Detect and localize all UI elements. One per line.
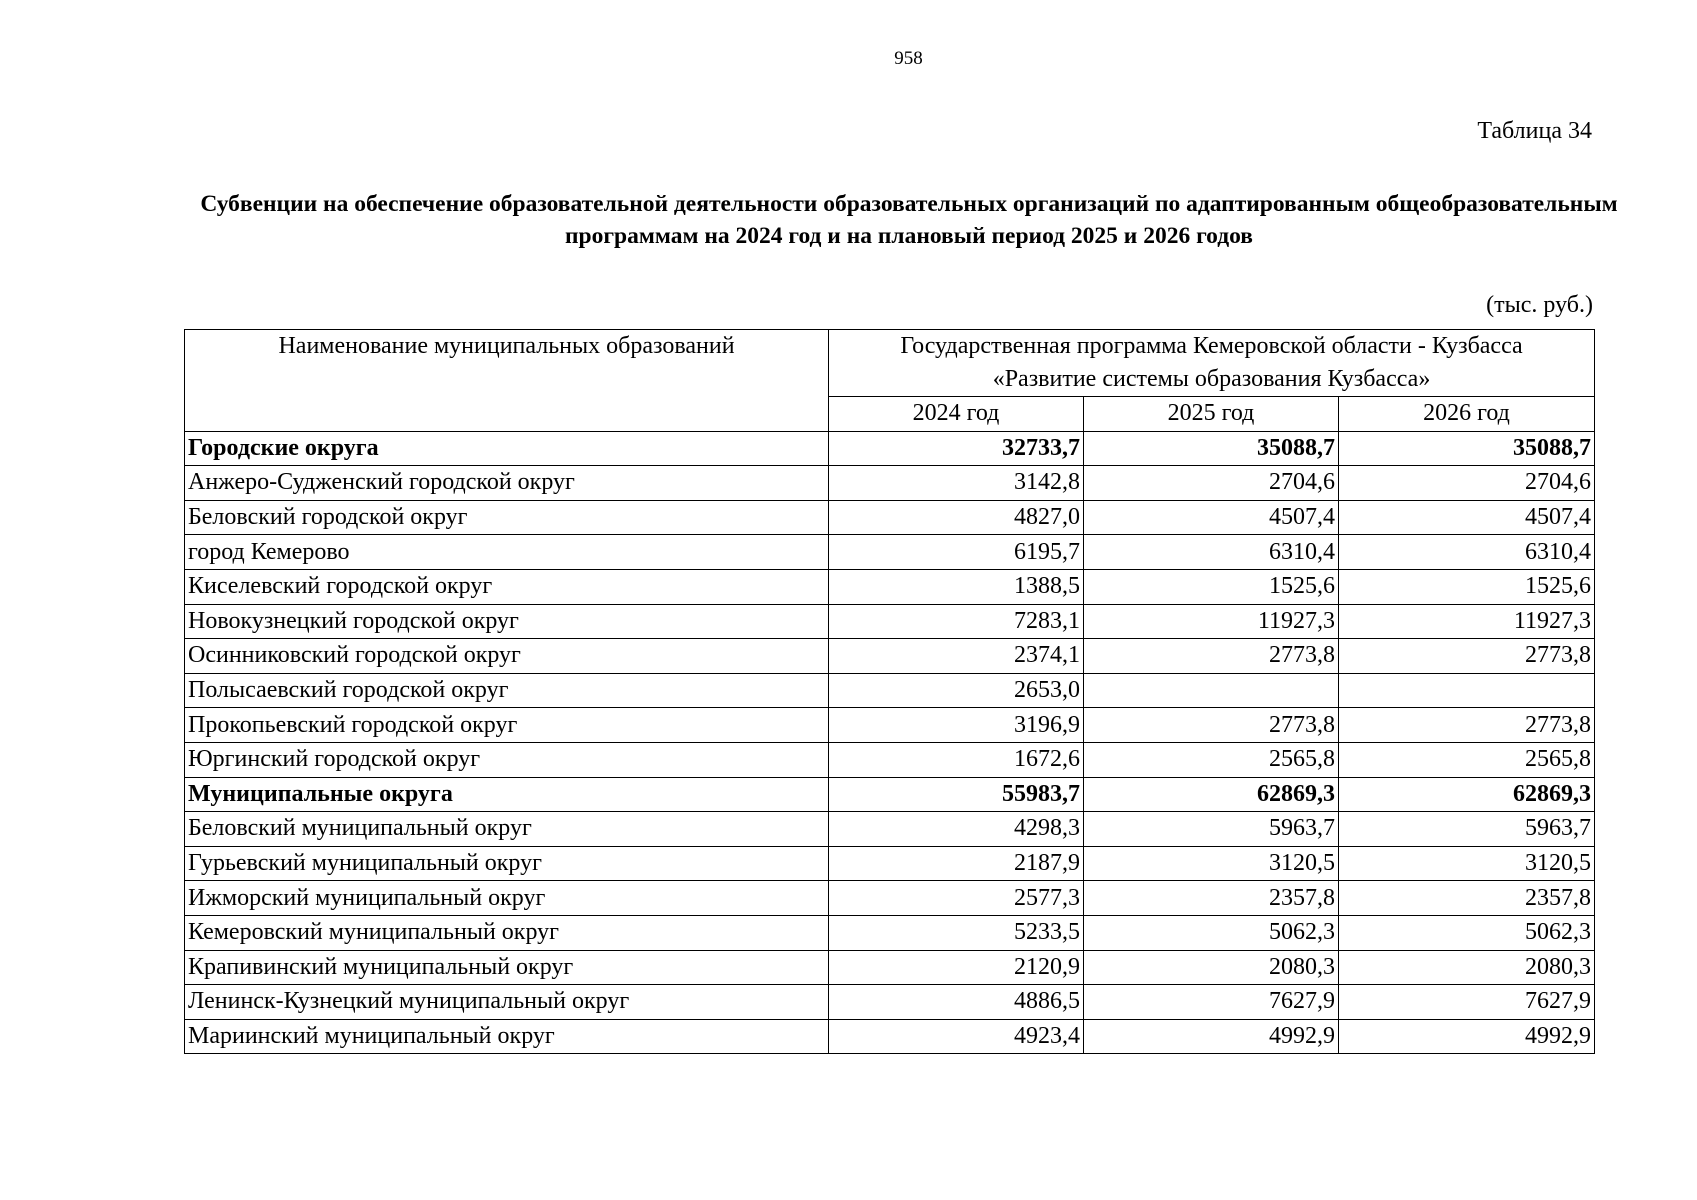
value-2024-cell: 5233,5 <box>829 915 1084 950</box>
value-2025-cell: 6310,4 <box>1084 535 1339 570</box>
value-2026-cell: 2357,8 <box>1339 881 1595 916</box>
value-2025-cell: 2773,8 <box>1084 708 1339 743</box>
table-row <box>185 742 1595 777</box>
value-2024-cell: 4923,4 <box>829 1019 1084 1054</box>
row-name-cell: Осинниковский городской округ <box>185 639 829 674</box>
table-row <box>185 950 1595 985</box>
value-2026-cell: 6310,4 <box>1339 535 1595 570</box>
row-name-cell: Крапивинский муниципальный округ <box>185 950 829 985</box>
table-row <box>185 639 1595 674</box>
value-2026-cell: 4507,4 <box>1339 500 1595 535</box>
value-2026-cell: 2773,8 <box>1339 708 1595 743</box>
value-2025-cell: 2565,8 <box>1084 742 1339 777</box>
value-2024-cell: 6195,7 <box>829 535 1084 570</box>
value-2024-cell: 1388,5 <box>829 569 1084 604</box>
value-2026-cell: 2704,6 <box>1339 466 1595 501</box>
table-body <box>185 431 1595 1054</box>
header-program <box>829 330 1595 397</box>
row-name-cell: Новокузнецкий городской округ <box>185 604 829 639</box>
value-2025-cell: 62869,3 <box>1084 777 1339 812</box>
value-2026-cell: 2565,8 <box>1339 742 1595 777</box>
header-name: Наименование муниципальных образований <box>185 330 829 432</box>
value-2025-cell: 4992,9 <box>1084 1019 1339 1054</box>
row-name-cell: Беловский муниципальный округ <box>185 812 829 847</box>
value-2025-cell: 2357,8 <box>1084 881 1339 916</box>
table-group-row <box>185 777 1595 812</box>
table-row <box>185 535 1595 570</box>
value-2024-cell: 7283,1 <box>829 604 1084 639</box>
value-2025-cell <box>1084 673 1339 708</box>
row-name-cell: Беловский городской округ <box>185 500 829 535</box>
value-2024-cell: 2577,3 <box>829 881 1084 916</box>
table-row <box>185 500 1595 535</box>
value-2025-cell: 2704,6 <box>1084 466 1339 501</box>
value-2024-cell: 2653,0 <box>829 673 1084 708</box>
value-2026-cell: 35088,7 <box>1339 431 1595 466</box>
row-name-cell: Кемеровский муниципальный округ <box>185 915 829 950</box>
value-2024-cell: 2120,9 <box>829 950 1084 985</box>
value-2026-cell <box>1339 673 1595 708</box>
table-row <box>185 708 1595 743</box>
table-row <box>185 673 1595 708</box>
value-2026-cell: 62869,3 <box>1339 777 1595 812</box>
value-2024-cell: 1672,6 <box>829 742 1084 777</box>
table-row <box>185 812 1595 847</box>
value-2024-cell: 55983,7 <box>829 777 1084 812</box>
row-name-cell: Киселевский городской округ <box>185 569 829 604</box>
value-2025-cell: 2773,8 <box>1084 639 1339 674</box>
subsidies-table <box>184 329 1595 1054</box>
table-row <box>185 915 1595 950</box>
value-2025-cell: 11927,3 <box>1084 604 1339 639</box>
table-row <box>185 881 1595 916</box>
row-name-cell: Анжеро-Судженский городской округ <box>185 466 829 501</box>
value-2024-cell: 3142,8 <box>829 466 1084 501</box>
value-2024-cell: 2187,9 <box>829 846 1084 881</box>
header-program-line2: «Развитие системы образования Кузбасса» <box>992 366 1431 392</box>
value-2026-cell: 1525,6 <box>1339 569 1595 604</box>
table-label: Таблица 34 <box>1477 118 1592 144</box>
header-year-2025: 2025 год <box>1084 397 1339 432</box>
document-title: Субвенции на обеспечение образовательной деятельности образовательных организаций по адаптированным общеобразовательным программам на 2024 год и на плановый период 2025 и 2026 годов <box>200 191 1618 249</box>
value-2024-cell: 32733,7 <box>829 431 1084 466</box>
value-2024-cell: 3196,9 <box>829 708 1084 743</box>
value-2025-cell: 7627,9 <box>1084 985 1339 1020</box>
value-2025-cell: 35088,7 <box>1084 431 1339 466</box>
value-2026-cell: 7627,9 <box>1339 985 1595 1020</box>
header-program-line1: Государственная программа Кемеровской области - Кузбасса <box>900 333 1523 359</box>
value-2025-cell: 2080,3 <box>1084 950 1339 985</box>
value-2026-cell: 3120,5 <box>1339 846 1595 881</box>
table-row <box>185 1019 1595 1054</box>
row-name-cell: Ленинск-Кузнецкий муниципальный округ <box>185 985 829 1020</box>
value-2024-cell: 4827,0 <box>829 500 1084 535</box>
value-2026-cell: 2773,8 <box>1339 639 1595 674</box>
row-name-cell: Городские округа <box>185 431 829 466</box>
table-row <box>185 466 1595 501</box>
value-2025-cell: 5963,7 <box>1084 812 1339 847</box>
row-name-cell: Муниципальные округа <box>185 777 829 812</box>
value-2025-cell: 4507,4 <box>1084 500 1339 535</box>
value-2025-cell: 3120,5 <box>1084 846 1339 881</box>
row-name-cell: Мариинский муниципальный округ <box>185 1019 829 1054</box>
table-row <box>185 569 1595 604</box>
row-name-cell: Полысаевский городской округ <box>185 673 829 708</box>
value-2026-cell: 5963,7 <box>1339 812 1595 847</box>
row-name-cell: город Кемерово <box>185 535 829 570</box>
table-group-row <box>185 431 1595 466</box>
value-2026-cell: 4992,9 <box>1339 1019 1595 1054</box>
value-2026-cell: 5062,3 <box>1339 915 1595 950</box>
value-2024-cell: 2374,1 <box>829 639 1084 674</box>
table-row <box>185 846 1595 881</box>
row-name-cell: Гурьевский муниципальный округ <box>185 846 829 881</box>
value-2025-cell: 5062,3 <box>1084 915 1339 950</box>
header-year-2026: 2026 год <box>1339 397 1595 432</box>
value-2026-cell: 2080,3 <box>1339 950 1595 985</box>
value-2025-cell: 1525,6 <box>1084 569 1339 604</box>
row-name-cell: Юргинский городской округ <box>185 742 829 777</box>
header-year-2024: 2024 год <box>829 397 1084 432</box>
row-name-cell: Ижморский муниципальный округ <box>185 881 829 916</box>
table-row <box>185 604 1595 639</box>
units-label: (тыс. руб.) <box>1486 292 1593 318</box>
value-2024-cell: 4298,3 <box>829 812 1084 847</box>
value-2026-cell: 11927,3 <box>1339 604 1595 639</box>
table-row <box>185 985 1595 1020</box>
page-number: 958 <box>894 48 923 69</box>
value-2024-cell: 4886,5 <box>829 985 1084 1020</box>
row-name-cell: Прокопьевский городской округ <box>185 708 829 743</box>
